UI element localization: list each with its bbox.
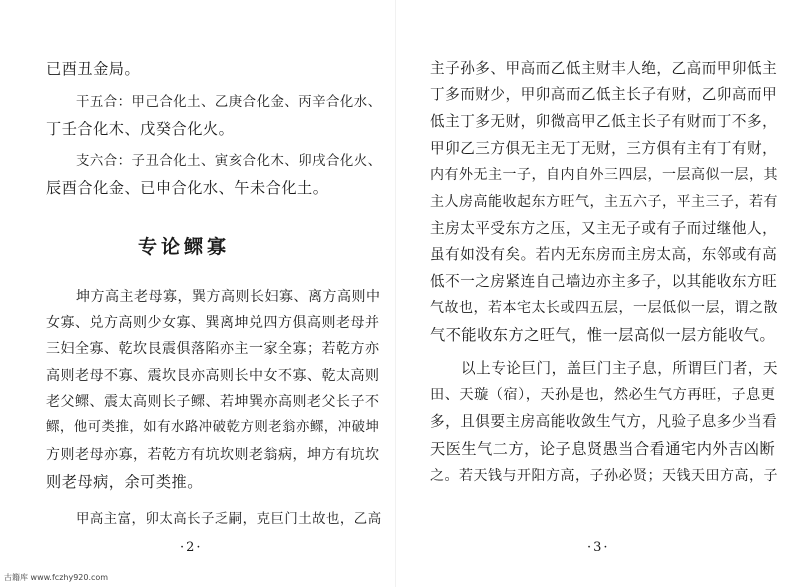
text-line: 气故也，若本宅太长或四五层，一层低似一层，谓之散 [430,300,778,316]
text-line: 多，且俱要主房高能收敛生气方，凡验子息多少当看 [430,413,778,430]
text-line: 以上专论巨门，盖巨门主子息，所谓巨门者，天 [461,360,778,377]
text-line: 虽有如没有矣。若内无东房而主房太高，东邻或有高 [430,246,778,263]
text-line: 支六合：子丑合化土、寅亥合化木、卯戌合化火、 [76,154,382,169]
text-line: 内有外无主一子，自内自外三四层，一层高似一层，其 [430,167,778,183]
text-line: 坤方高主老母寡，巽方高则长妇寡、离方高则中 [76,289,381,305]
text-line: 辰酉合化金、已申合化水、午未合化土。 [46,179,329,197]
text-line: 之。若天钱与开阳方高，子孙必贤；天钱天田方高，子 [430,468,778,484]
text-line: 女寡、兑方高则少女寡、巽离坤兑四方俱高则老母并 [46,315,380,331]
text-line: 丁壬合化木、戊癸合化火。 [46,120,235,138]
watermark-text: 古籍库 www.fczhy920.com [4,573,109,582]
section-heading: 专论鳏寡 [138,236,231,258]
text-line: 田、天璇（宿），天孙是也，然必生气方再旺，子息更 [430,387,776,403]
text-line: 天医生气二方，论子息贤愚当合看通宅内外吉凶断 [430,440,776,458]
page-gutter [395,0,396,587]
text-line: 丁多而财少，甲卯高而乙低主长子有财，乙卯高而甲 [430,86,778,103]
text-line: 甲高主富，卯太高长子乏嗣，克巨门土故也，乙高 [76,512,382,527]
page-number: ·2· [180,540,203,555]
text-line: 干五合：甲己合化土、乙庚合化金、丙辛合化水、 [76,95,382,110]
text-line: 气不能收东方之旺气，惟一层高似一层方能收气。 [430,326,776,344]
text-line: 已酉丑金局。 [46,60,141,78]
page-number: ·3· [587,540,610,555]
text-line: 方则老母亦寡，若乾方有坑坎则老翁病，坤方有坑坎 [46,447,380,463]
text-line: 主房太平受东方之压，又主无子或有子而过继他人， [430,220,778,237]
left-page [0,0,396,587]
text-line: 主人房高能收起东方旺气，主五六子，平主三子，若有 [430,194,778,210]
text-line: 甲卯乙三方俱无主无丁无财，三方俱有主有丁有财， [430,140,778,157]
right-page [397,0,793,587]
text-line: 主子孙多、甲高而乙低主财丰人绝，乙高而甲卯低主 [430,60,778,77]
text-line: 低主丁多无财，卯微高甲乙低主长子有财而丁不多， [430,113,778,130]
text-line: 低不一之房紧连自己墙边亦主多子，以其能收东方旺 [430,273,778,290]
text-line: 老父鳏、震太高则长子鳏、若坤巽亦高则老父长子不 [46,394,380,410]
text-line: 高则老母不寡、震坎艮亦高则长中女不寡、乾太高则 [46,368,380,384]
text-line: 鳏，他可类推，如有水路冲破乾方则老翁亦鳏，冲破坤 [46,420,380,435]
text-line: 三妇全寡、乾坎艮震俱落陷亦主一家全寡；若乾方亦 [46,341,380,357]
text-line: 则老母病，余可类推。 [46,473,203,491]
